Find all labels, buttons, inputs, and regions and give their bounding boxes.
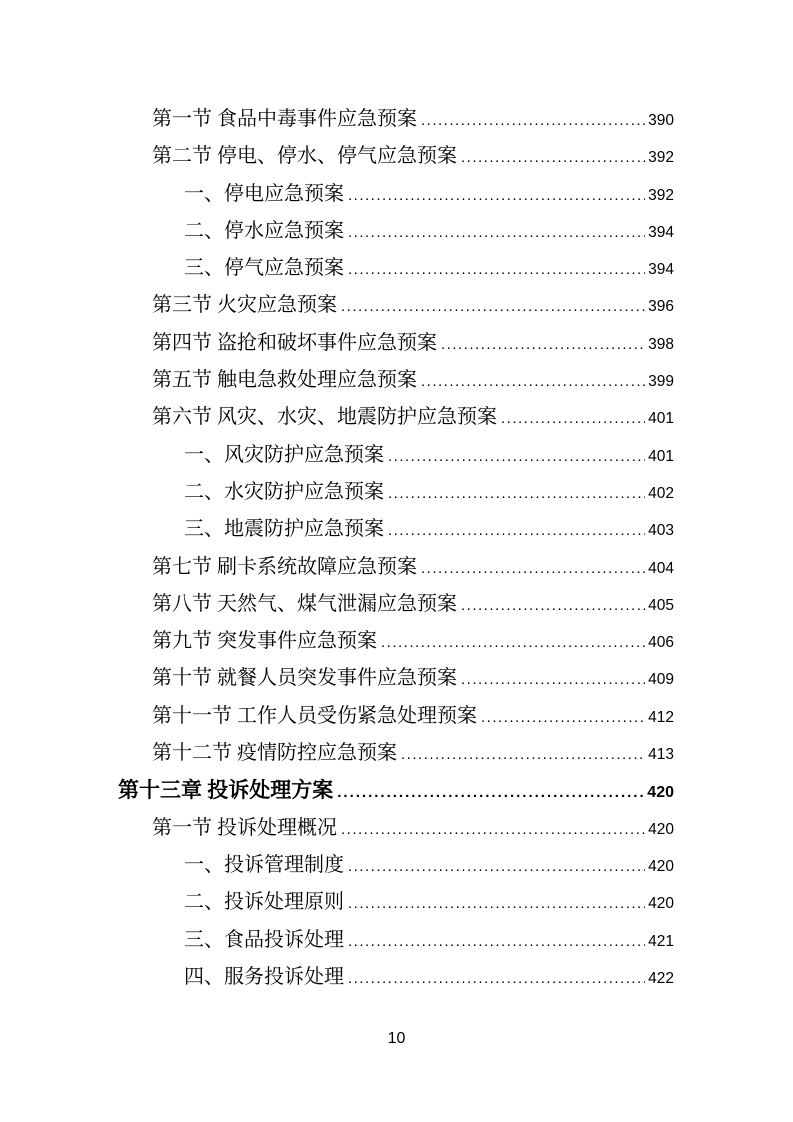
- toc-leader-dots: [401, 735, 645, 773]
- toc-entry[interactable]: [118, 660, 674, 697]
- toc-entry-page: 420: [647, 784, 674, 802]
- toc-entry[interactable]: [118, 810, 674, 847]
- toc-entry[interactable]: [118, 735, 674, 772]
- toc-leader-dots: [348, 884, 645, 922]
- toc-entry-label: 第七节 刷卡系统故障应急预案: [152, 555, 417, 578]
- toc-entry-label: 三、停气应急预案: [184, 257, 344, 280]
- toc-leader-dots: [348, 176, 645, 214]
- toc-entry-page: 420: [648, 857, 674, 875]
- toc-entry-page: 399: [648, 373, 674, 391]
- toc-entry-page: 392: [648, 149, 674, 167]
- toc-entry[interactable]: [118, 362, 674, 399]
- toc-entry-page: 405: [648, 596, 674, 614]
- toc-entry-label: 第八节 天然气、煤气泄漏应急预案: [152, 592, 457, 615]
- toc-entry[interactable]: [118, 586, 674, 623]
- toc-entry-label: 第一节 投诉处理概况: [152, 816, 337, 839]
- toc-entry-label: 第九节 突发事件应急预案: [152, 630, 377, 653]
- toc-entry[interactable]: [118, 847, 674, 884]
- toc-leader-dots: [348, 922, 645, 960]
- toc-entry-page: 401: [648, 447, 674, 465]
- toc-entry-label: 第一节 食品中毒事件应急预案: [152, 108, 417, 130]
- toc-list: [118, 101, 674, 996]
- toc-entry-page: 422: [648, 969, 674, 987]
- toc-entry-page: 420: [648, 820, 674, 838]
- toc-leader-dots: [388, 511, 645, 549]
- toc-entry-page: 392: [648, 186, 674, 204]
- toc-entry-page: 401: [648, 410, 674, 428]
- toc-entry-page: 398: [648, 335, 674, 353]
- toc-leader-dots: [481, 698, 645, 736]
- toc-leader-dots: [461, 586, 645, 624]
- toc-entry[interactable]: [118, 623, 674, 660]
- toc-leader-dots: [501, 399, 645, 437]
- toc-entry-label: 第五节 触电急救处理应急预案: [152, 369, 417, 392]
- toc-entry-label: 一、停电应急预案: [184, 182, 344, 205]
- toc-leader-dots: [337, 772, 644, 811]
- toc-entry-label: 三、地震防护应急预案: [184, 518, 384, 541]
- toc-entry-page: 402: [648, 484, 674, 502]
- toc-leader-dots: [421, 362, 645, 400]
- toc-entry-label: 一、风灾防护应急预案: [184, 443, 384, 466]
- toc-entry-label: 第六节 风灾、水灾、地震防护应急预案: [152, 406, 497, 429]
- toc-entry-page: 394: [648, 223, 674, 241]
- toc-entry-label: 第十三章 投诉处理方案: [118, 778, 334, 803]
- toc-leader-dots: [421, 549, 645, 587]
- toc-entry-label: 一、投诉管理制度: [184, 853, 344, 876]
- toc-entry[interactable]: [118, 922, 674, 959]
- toc-leader-dots: [388, 474, 645, 512]
- toc-leader-dots: [388, 437, 645, 475]
- toc-entry-label: 四、服务投诉处理: [184, 965, 344, 988]
- toc-leader-dots: [461, 660, 645, 698]
- toc-entry[interactable]: [118, 176, 674, 213]
- toc-entry-page: 406: [648, 634, 674, 652]
- toc-entry-page: 403: [648, 522, 674, 540]
- toc-entry-page: 420: [648, 895, 674, 913]
- toc-entry-page: 413: [648, 746, 674, 764]
- toc-entry[interactable]: [118, 772, 674, 809]
- toc-entry[interactable]: [118, 474, 674, 511]
- toc-entry-label: 第十节 就餐人员突发事件应急预案: [152, 667, 457, 690]
- toc-entry-label: 二、投诉处理原则: [184, 891, 344, 914]
- toc-entry-page: 404: [648, 559, 674, 577]
- toc-leader-dots: [461, 138, 645, 176]
- toc-leader-dots: [441, 325, 645, 363]
- toc-entry[interactable]: [118, 101, 674, 138]
- toc-leader-dots: [421, 101, 645, 139]
- toc-entry-page: 409: [648, 671, 674, 689]
- toc-entry-label: 二、水灾防护应急预案: [184, 480, 384, 503]
- toc-leader-dots: [348, 250, 645, 288]
- toc-entry[interactable]: [118, 884, 674, 921]
- toc-entry-label: 二、停水应急预案: [184, 219, 344, 242]
- toc-entry[interactable]: [118, 138, 674, 175]
- toc-entry[interactable]: [118, 959, 674, 996]
- toc-entry-label: 第四节 盗抢和破坏事件应急预案: [152, 331, 437, 354]
- toc-entry[interactable]: [118, 511, 674, 548]
- footer-page-number: 10: [387, 1030, 406, 1047]
- toc-entry[interactable]: [118, 399, 674, 436]
- toc-leader-dots: [348, 213, 645, 251]
- toc-leader-dots: [348, 847, 645, 885]
- toc-entry-page: 390: [648, 112, 674, 129]
- toc-entry[interactable]: [118, 549, 674, 586]
- toc-entry[interactable]: [118, 437, 674, 474]
- toc-entry-page: 394: [648, 261, 674, 279]
- toc-entry[interactable]: [118, 213, 674, 250]
- toc-entry-page: 396: [648, 298, 674, 316]
- toc-entry-label: 三、食品投诉处理: [184, 928, 344, 951]
- toc-entry-label: 第三节 火灾应急预案: [152, 294, 337, 317]
- toc-leader-dots: [341, 287, 645, 325]
- toc-leader-dots: [348, 959, 645, 997]
- toc-entry-label: 第二节 停电、停水、停气应急预案: [152, 145, 457, 168]
- toc-entry-page: 421: [648, 932, 674, 950]
- toc-entry-label: 第十二节 疫情防控应急预案: [152, 742, 397, 765]
- toc-entry-page: 412: [648, 708, 674, 726]
- toc-entry[interactable]: [118, 250, 674, 287]
- toc-entry[interactable]: [118, 698, 674, 735]
- toc-entry[interactable]: [118, 287, 674, 324]
- toc-entry-label: 第十一节 工作人员受伤紧急处理预案: [152, 704, 477, 727]
- toc-entry[interactable]: [118, 325, 674, 362]
- toc-leader-dots: [341, 810, 645, 848]
- toc-leader-dots: [381, 623, 645, 661]
